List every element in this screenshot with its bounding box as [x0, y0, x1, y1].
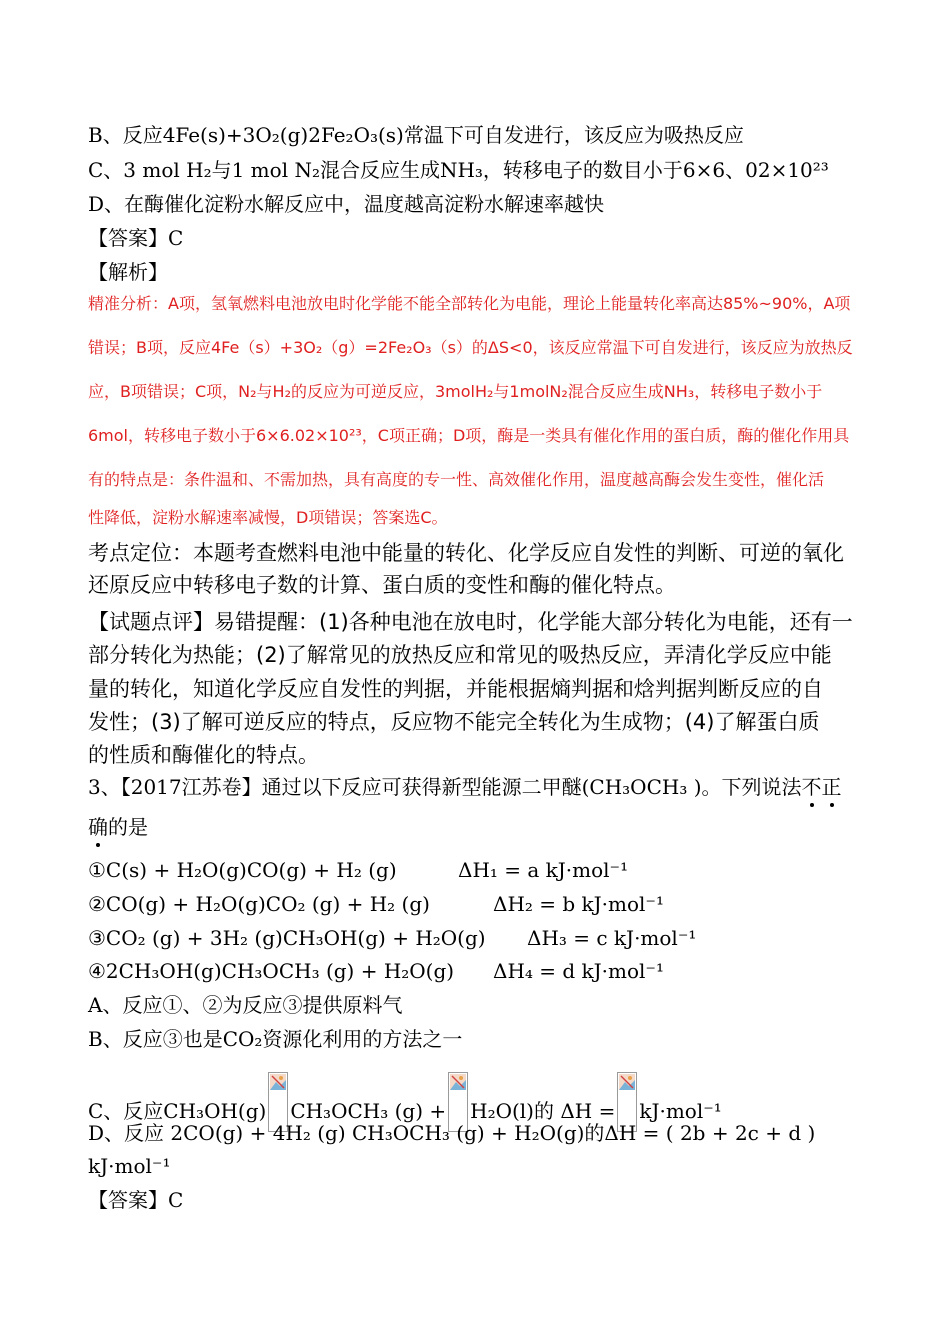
option-c-part: CH₃OCH₃ (g) +	[290, 1099, 447, 1123]
option-c-line: C、3 mol H₂与1 mol N₂混合反应生成NH₃，转移电子的数目小于6×6、02×10²³	[88, 158, 829, 182]
reaction-3: ③CO₂ (g) + 3H₂ (g)CH₃OH(g) + H₂O(g)	[88, 926, 486, 950]
answer-label: 【答案】C	[88, 226, 184, 250]
reaction-2-enthalpy: ΔH₂ = b kJ·mol⁻¹	[493, 892, 665, 916]
reaction-4: ④2CH₃OH(g)CH₃OCH₃ (g) + H₂O(g)	[88, 959, 455, 983]
analysis-text-line: 有的特点是：条件温和、不需加热，具有高度的专一性、高效催化作用，温度越高酶会发生变性，催化活	[88, 470, 825, 489]
answer-label-2: 【答案】C	[88, 1188, 184, 1212]
reaction-4-enthalpy: ΔH₄ = d kJ·mol⁻¹	[493, 959, 665, 983]
option-c-part: H₂O(l)的 ΔH =	[470, 1099, 616, 1123]
review-line: 【试题点评】易错提醒：(1)各种电池在放电时，化学能大部分转化为电能，还有一	[88, 610, 853, 634]
analysis-text-line: 应，B项错误；C项，N₂与H₂的反应为可逆反应，3molH₂与1molN₂混合反应生成NH₃，转移电子数小于	[88, 382, 823, 401]
emphasis-char: 正	[821, 775, 842, 799]
analysis-text-line: 性降低，淀粉水解速率减慢，D项错误；答案选C。	[88, 508, 448, 527]
key-point-line: 还原反应中转移电子数的计算、蛋白质的变性和酶的催化特点。	[88, 573, 676, 597]
analysis-label: 【解析】	[88, 260, 168, 284]
option-c-part: C、反应CH₃OH(g)	[88, 1099, 267, 1123]
review-line: 的性质和酶催化的特点。	[88, 743, 319, 767]
reaction-1-enthalpy: ΔH₁ = a kJ·mol⁻¹	[458, 858, 629, 882]
analysis-text-line: 错误；B项，反应4Fe（s）+3O₂（g）=2Fe₂O₃（s）的ΔS<0，该反应常温下可自发进行，该反应为放热反	[88, 338, 853, 357]
question-3-line-2	[88, 814, 148, 840]
option-b-line: B、反应4Fe(s)+3O₂(g)2Fe₂O₃(s)常温下可自发进行，该反应为吸热反应	[88, 123, 744, 147]
key-point-line: 考点定位：本题考查燃料电池中能量的转化、化学反应自发性的判断、可逆的氧化	[88, 541, 844, 565]
emphasis-char: 确	[88, 815, 108, 839]
option-c-part: kJ·mol⁻¹	[639, 1099, 722, 1123]
question-3-stem: 3、【2017江苏卷】通过以下反应可获得新型能源二甲醚(CH₃OCH₃ )。下列说法	[88, 775, 802, 799]
analysis-text-line: 6mol，转移电子数小于6×6.02×10²³，C项正确；D项，酶是一类具有催化作用的蛋白质，酶的催化作用具	[88, 426, 850, 445]
question-3-option-b: B、反应③也是CO₂资源化利用的方法之一	[88, 1027, 463, 1051]
option-d-line: D、在酶催化淀粉水解反应中，温度越高淀粉水解速率越快	[88, 192, 605, 216]
review-line: 量的转化，知道化学反应自发性的判据，并能根据熵判据和焓判据判断反应的自	[88, 677, 823, 701]
question-3-option-d: D、反应 2CO(g) + 4H₂ (g) CH₃OCH₃ (g) + H₂O(g)的ΔH = ( 2b + 2c + d )	[88, 1121, 816, 1145]
question-3-option-d-unit: kJ·mol⁻¹	[88, 1154, 171, 1178]
reaction-2: ②CO(g) + H₂O(g)CO₂ (g) + H₂ (g)	[88, 892, 430, 916]
question-3-tail: 的是	[108, 815, 148, 839]
question-3-option-a: A、反应①、②为反应③提供原料气	[88, 993, 403, 1017]
question-3-line	[88, 774, 842, 800]
reaction-3-enthalpy: ΔH₃ = c kJ·mol⁻¹	[527, 926, 697, 950]
reaction-1: ①C(s) + H₂O(g)CO(g) + H₂ (g)	[88, 858, 397, 882]
analysis-text-line: 精准分析：A项，氢氧燃料电池放电时化学能不能全部转化为电能，理论上能量转化率高达85%~90%，A项	[88, 294, 851, 313]
review-line: 发性；(3)了解可逆反应的特点，反应物不能完全转化为生成物；(4)了解蛋白质	[88, 710, 820, 734]
emphasis-char: 不	[801, 775, 822, 799]
review-line: 部分转化为热能；(2)了解常见的放热反应和常见的吸热反应，弄清化学反应中能	[88, 643, 832, 667]
